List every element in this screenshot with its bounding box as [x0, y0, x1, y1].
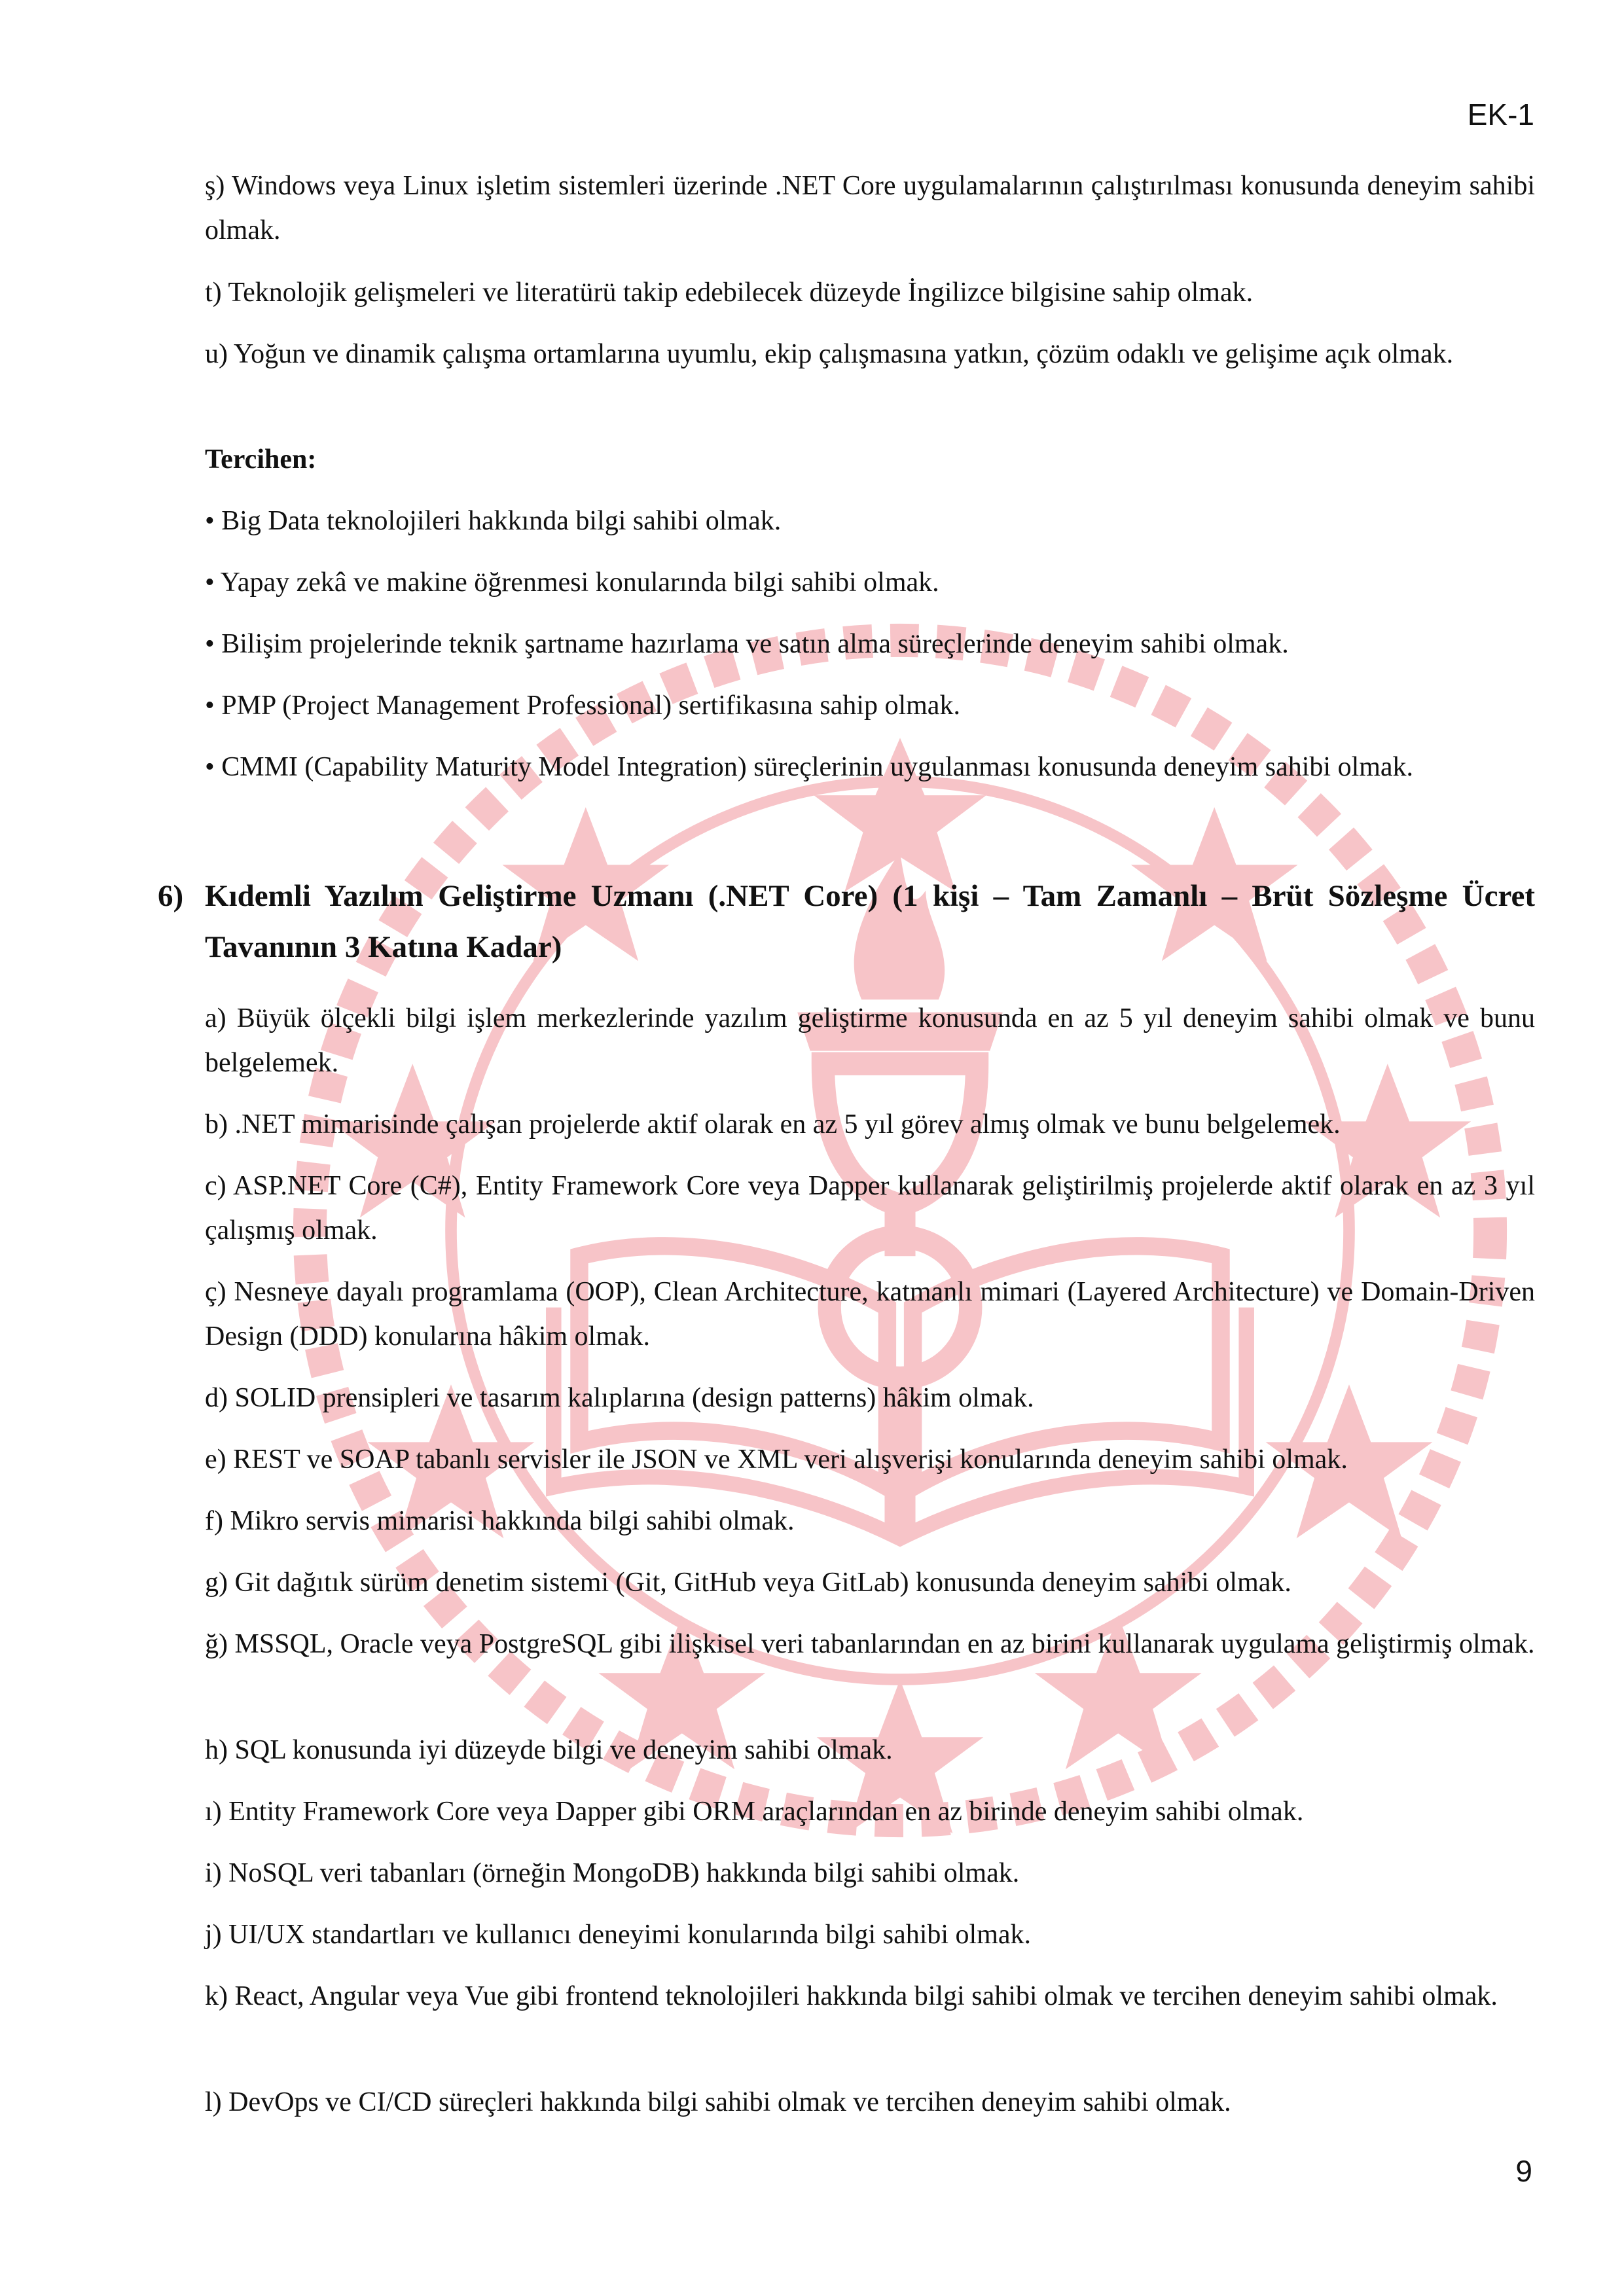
item-text: PMP (Project Management Professional) sertifikasına sahip olmak. [221, 691, 960, 721]
item-marker: i) [205, 1858, 222, 1888]
item-text: SOLID prensipleri ve tasarım kalıplarına (design patterns) hâkim olmak. [234, 1383, 1034, 1413]
requirement-item [205, 1499, 1535, 1543]
item-text: SQL konusunda iyi düzeyde bilgi ve deneyim sahibi olmak. [234, 1735, 893, 1765]
bullet-icon: • [205, 691, 215, 721]
requirement-item [205, 1270, 1535, 1359]
item-text: DevOps ve CI/CD süreçleri hakkında bilgi sahibi olmak ve tercihen deneyim sahibi olmak. [228, 2087, 1231, 2117]
item-marker: f) [205, 1506, 223, 1536]
item-text: .NET mimarisinde çalışan projelerde aktif olarak en az 5 yıl görev almış olmak ve bunu belgelemek. [234, 1109, 1341, 1139]
section-heading [158, 870, 1535, 973]
item-marker: ç) [205, 1277, 226, 1307]
item-marker: u) [205, 339, 228, 369]
preferred-item [205, 745, 1535, 789]
item-marker: d) [205, 1383, 228, 1413]
requirement-item [205, 1437, 1535, 1482]
requirement-item [205, 164, 1535, 253]
item-marker: k) [205, 1981, 228, 2011]
item-marker: ı) [205, 1797, 222, 1827]
item-marker: h) [205, 1735, 228, 1765]
item-marker: b) [205, 1109, 228, 1139]
requirement-item [205, 1851, 1535, 1895]
preferred-item [205, 683, 1535, 728]
item-marker: e) [205, 1444, 226, 1475]
requirement-item [205, 1622, 1535, 1666]
item-text: NoSQL veri tabanları (örneğin MongoDB) hakkında bilgi sahibi olmak. [228, 1858, 1020, 1888]
requirement-item [205, 1912, 1535, 1957]
bullet-icon: • [205, 629, 215, 659]
item-text: Windows veya Linux işletim sistemleri üzerinde .NET Core uygulamalarının çalıştırılması konusunda deneyim sahibi olmak. [205, 171, 1535, 245]
item-text: Entity Framework Core veya Dapper gibi ORM araçlarından en az birinde deneyim sahibi olmak. [228, 1797, 1304, 1827]
page-number: 9 [1515, 2154, 1532, 2188]
requirement-item [205, 1974, 1535, 2018]
requirement-item [205, 996, 1535, 1085]
item-marker: c) [205, 1171, 226, 1201]
section-title: Kıdemli Yazılım Geliştirme Uzmanı (.NET Core) (1 kişi – Tam Zamanlı – Brüt Sözleşme Ücret Tavanının 3 Katına Kadar) [205, 879, 1535, 964]
item-marker: j) [205, 1920, 222, 1950]
preferred-item [205, 622, 1535, 666]
preferred-title: Tercihen: [205, 444, 317, 475]
requirement-item [205, 332, 1535, 376]
item-marker: l) [205, 2087, 222, 2117]
item-marker: ğ) [205, 1629, 228, 1659]
item-text: Mikro servis mimarisi hakkında bilgi sahibi olmak. [230, 1506, 795, 1536]
item-text: MSSQL, Oracle veya PostgreSQL gibi ilişkisel veri tabanlarından en az birini kullanarak uygulama geliştirmiş olmak. [234, 1629, 1535, 1659]
item-text: Büyük ölçekli bilgi işlem merkezlerinde yazılım geliştirme konusunda en az 5 yıl deneyim sahibi olmak ve bunu belgelemek. [205, 1003, 1536, 1078]
item-marker: g) [205, 1568, 228, 1598]
section-number: 6) [158, 879, 184, 913]
requirement-item [205, 2080, 1535, 2125]
item-text: Big Data teknolojileri hakkında bilgi sahibi olmak. [221, 506, 782, 536]
item-text: ASP.NET Core (C#), Entity Framework Core veya Dapper kullanarak geliştirilmiş projelerde aktif olarak en az 3 yıl çalışmış olmak. [205, 1171, 1535, 1246]
annex-label: EK-1 [1467, 98, 1534, 132]
requirement-item [205, 1102, 1535, 1147]
requirement-item [205, 1560, 1535, 1605]
item-text: Git dağıtık sürüm denetim sistemi (Git, GitHub veya GitLab) konusunda deneyim sahibi olmak. [234, 1568, 1291, 1598]
item-marker: t) [205, 278, 222, 308]
item-marker: ş) [205, 171, 225, 201]
preferred-item [205, 499, 1535, 543]
item-text: REST ve SOAP tabanlı servisler ile JSON ve XML veri alışverişi konularında deneyim sahibi olmak. [233, 1444, 1348, 1475]
item-marker: a) [205, 1003, 226, 1033]
requirement-item [205, 1728, 1535, 1772]
bullet-icon: • [205, 567, 215, 598]
preferred-item [205, 560, 1535, 605]
item-text: Nesneye dayalı programlama (OOP), Clean Architecture, katmanlı mimari (Layered Architecture) ve Domain-Driven Design (DDD) konularına hâkim olmak. [205, 1277, 1536, 1352]
bullet-icon: • [205, 506, 215, 536]
item-text: Yoğun ve dinamik çalışma ortamlarına uyumlu, ekip çalışmasına yatkın, çözüm odaklı ve gelişime açık olmak. [233, 339, 1454, 369]
requirement-item [205, 1164, 1535, 1253]
item-text: React, Angular veya Vue gibi frontend teknolojileri hakkında bilgi sahibi olmak ve tercihen deneyim sahibi olmak. [234, 1981, 1498, 2011]
item-text: CMMI (Capability Maturity Model Integration) süreçlerinin uygulanması konusunda deneyim sahibi olmak. [221, 752, 1414, 782]
requirement-item [205, 270, 1535, 315]
item-text: UI/UX standartları ve kullanıcı deneyimi konularında bilgi sahibi olmak. [228, 1920, 1032, 1950]
requirement-item [205, 1376, 1535, 1420]
item-text: Bilişim projelerinde teknik şartname hazırlama ve satın alma süreçlerinde deneyim sahibi olmak. [221, 629, 1289, 659]
item-text: Teknolojik gelişmeleri ve literatürü takip edebilecek düzeyde İngilizce bilgisine sahip olmak. [228, 278, 1254, 308]
requirement-item [205, 1789, 1535, 1834]
item-text: Yapay zekâ ve makine öğrenmesi konularında bilgi sahibi olmak. [220, 567, 939, 598]
bullet-icon: • [205, 752, 215, 782]
